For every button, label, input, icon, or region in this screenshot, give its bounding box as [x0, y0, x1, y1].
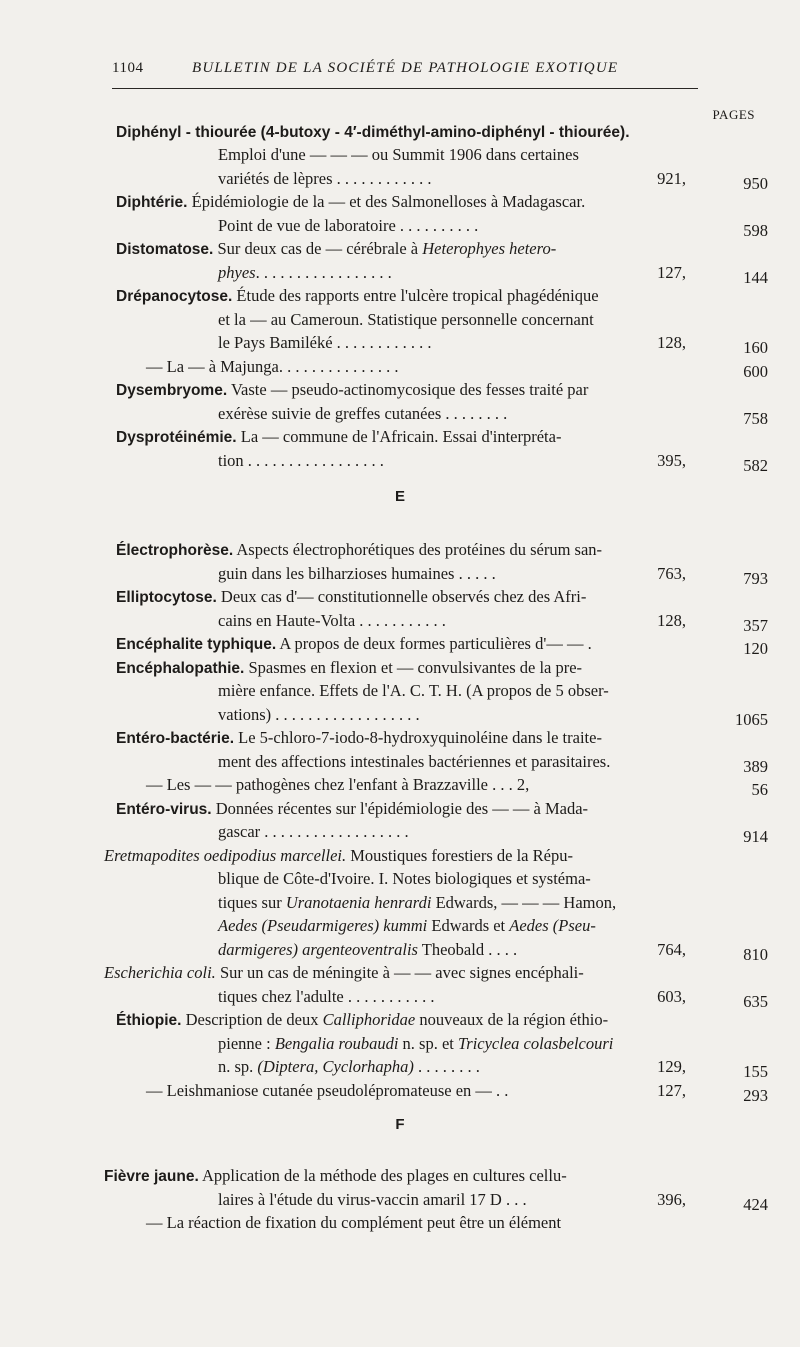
index-line-text: [218, 750, 610, 774]
entry-heading: Éthiopie.: [116, 1012, 182, 1029]
entry-text: tiques sur: [218, 893, 286, 912]
index-line: [0, 402, 800, 426]
index-line: [0, 308, 800, 332]
page-ref-first: 128,: [657, 611, 686, 630]
entry-text: — Leishmaniose cutanée pseudolépromateuse en — . .: [146, 1081, 509, 1100]
index-line-text: [218, 867, 591, 891]
index-line-text: [218, 402, 507, 426]
index-line-text: [218, 820, 409, 844]
page-ref-first: 603,: [657, 987, 686, 1006]
index-line: [0, 167, 800, 191]
entry-text: Moustiques forestiers de la Répu-: [346, 846, 573, 865]
italic-term: Calliphoridae: [322, 1010, 416, 1029]
section-letter-e: E: [394, 488, 405, 505]
index-line: [0, 214, 800, 238]
index-line-text: [218, 938, 517, 962]
italic-term: (Diptera, Cyclorhapha): [257, 1057, 414, 1076]
index-line: [0, 1164, 800, 1188]
entry-text: Sur deux cas de — cérébrale à: [213, 239, 423, 258]
entry-text: Aspects électrophorétiques des protéines du sérum san-: [233, 540, 603, 559]
index-line-text: [218, 914, 596, 938]
entry-heading: Entéro-bactérie.: [116, 730, 235, 747]
index-line: [0, 355, 800, 379]
entry-text: . . . . . . . .: [413, 1057, 480, 1076]
italic-term: darmigeres) argenteoventralis: [218, 940, 418, 959]
index-line: [0, 1079, 800, 1103]
entry-text: A propos de deux formes particulières d'— — .: [276, 634, 592, 653]
index-line-text: [218, 1188, 527, 1212]
index-line-text: [104, 844, 573, 868]
entry-text: tiques chez l'adulte . . . . . . . . . . .: [218, 987, 435, 1006]
index-line: [0, 1008, 800, 1032]
index-line: [0, 632, 800, 656]
page-ref: 950: [743, 174, 768, 193]
page-ref: 793: [743, 569, 768, 588]
entry-text: ment des affections intestinales bactériennes et parasitaires.: [218, 752, 611, 771]
index-line-text: [218, 562, 496, 586]
italic-term: phyes: [218, 263, 256, 282]
index-line: [0, 773, 800, 797]
entry-text: tion . . . . . . . . . . . . . . . . .: [218, 451, 384, 470]
header-rule: [112, 88, 698, 89]
index-line-text: [218, 985, 435, 1009]
index-line-text: [218, 167, 432, 191]
page-ref: 357: [743, 616, 768, 635]
entry-heading: Elliptocytose.: [116, 589, 217, 606]
entry-text: le Pays Bamiléké . . . . . . . . . . . .: [218, 333, 432, 352]
page-ref: 600: [743, 362, 768, 381]
page-ref: 155: [743, 1062, 768, 1081]
index-line-text: [116, 726, 602, 751]
page-ref: 582: [743, 456, 768, 475]
italic-term: Uranotaenia henrardi: [285, 893, 432, 912]
index-line-text: [116, 632, 592, 657]
entry-text: vations) . . . . . . . . . . . . . . . . . .: [218, 705, 420, 724]
index-line-text: [218, 308, 594, 332]
page-ref: 160: [743, 338, 768, 357]
entry-text: Données récentes sur l'épidémiologie des — — à Mada-: [211, 799, 589, 818]
entry-text: Épidémiologie de la — et des Salmonelloses à Madagascar.: [187, 192, 586, 211]
index-line-text: [116, 538, 602, 563]
index-line-text: [146, 355, 399, 379]
index-line: [0, 1032, 800, 1056]
entry-heading: Électrophorèse.: [116, 542, 234, 559]
entry-text: Point de vue de laboratoire . . . . . . . . . .: [218, 216, 479, 235]
entry-text: variétés de lèpres . . . . . . . . . . . .: [218, 169, 432, 188]
entry-text: . . . . . . . . . . . . . . . . .: [255, 263, 392, 282]
index-line: [0, 609, 800, 633]
index-line: [0, 378, 800, 402]
page-ref: 293: [743, 1086, 768, 1105]
entry-text: Application de la méthode des plages en cultures cellu-: [198, 1166, 567, 1185]
entry-text: nouveaux de la région éthio-: [415, 1010, 609, 1029]
journal-title: BULLETIN DE LA SOCIÉTÉ DE PATHOLOGIE EXOTIQUE: [192, 60, 619, 76]
index-line: [0, 425, 800, 449]
index-line: [0, 261, 800, 285]
page-ref-first: 129,: [657, 1057, 686, 1076]
entry-text: La — commune de l'Africain. Essai d'interpréta-: [236, 427, 562, 446]
entry-heading: Distomatose.: [116, 241, 214, 258]
pages-column-label: PAGES: [712, 107, 755, 122]
page-ref: 914: [743, 827, 768, 846]
page-ref: 424: [743, 1195, 768, 1214]
entry-heading: Drépanocytose.: [116, 288, 233, 305]
index-line-text: [218, 1032, 613, 1056]
page-ref: 635: [743, 992, 768, 1011]
index-line-text: [116, 237, 556, 262]
page-ref: 758: [743, 409, 768, 428]
entry-text: cains en Haute-Volta . . . . . . . . . . .: [218, 611, 446, 630]
index-line-text: [116, 378, 588, 403]
entry-text: gascar . . . . . . . . . . . . . . . . . .: [218, 822, 409, 841]
index-line: [0, 750, 800, 774]
index-line: [0, 284, 800, 308]
italic-term: Bengalia roubaudi: [274, 1034, 399, 1053]
index-line: [0, 656, 800, 680]
index-line: [0, 331, 800, 355]
entry-text: Spasmes en flexion et — convulsivantes de la pre-: [244, 658, 583, 677]
entry-text: Theobald . . . .: [417, 940, 518, 959]
entry-text: Edwards et: [427, 916, 510, 935]
entry-text: laires à l'étude du virus-vaccin amaril 17 D . . .: [218, 1190, 527, 1209]
entry-heading: Dysembryome.: [116, 382, 228, 399]
entry-text: guin dans les bilharzioses humaines . . . . .: [218, 564, 496, 583]
entry-heading: Fièvre jaune.: [104, 1168, 199, 1185]
page-ref-first: 396,: [657, 1190, 686, 1209]
index-line: [0, 914, 800, 938]
page-ref-first: 127,: [657, 263, 686, 282]
index-line: [0, 820, 800, 844]
italic-term: Escherichia coli.: [104, 963, 216, 982]
entry-text: n. sp. et: [398, 1034, 459, 1053]
entry-heading: Diphényl - thiourée (4-butoxy - 4′-diméthyl-amino-diphényl - thiourée).: [116, 124, 630, 141]
entry-heading: Entéro-virus.: [116, 801, 212, 818]
entry-text: exérèse suivie de greffes cutanées . . . . . . . .: [218, 404, 508, 423]
entry-text: Le 5-chloro-7-iodo-8-hydroxyquinoléine dans le traite-: [234, 728, 602, 747]
index-line: [0, 938, 800, 962]
index-line: [0, 143, 800, 167]
entry-text: — La — à Majunga. . . . . . . . . . . . . . .: [146, 357, 399, 376]
page-ref-first: 763,: [657, 564, 686, 583]
entry-text: Étude des rapports entre l'ulcère tropical phagédénique: [232, 286, 599, 305]
index-line-text: [218, 261, 392, 285]
index-line-text: [218, 891, 616, 915]
index-line-text: [146, 773, 529, 797]
entry-text: mière enfance. Effets de l'A. C. T. H. (A propos de 5 obser-: [218, 681, 609, 700]
entry-text: Deux cas d'— constitutionnelle observés chez des Afri-: [216, 587, 587, 606]
index-line: [0, 237, 800, 261]
italic-term: Aedes (Pseu-: [509, 916, 596, 935]
italic-term: Heterophyes hetero-: [422, 239, 557, 258]
page-ref: 598: [743, 221, 768, 240]
index-line-text: [116, 656, 582, 681]
page-ref: 1065: [735, 710, 768, 729]
entry-text: — Les — — pathogènes chez l'enfant à Brazzaville . . . 2,: [146, 775, 530, 794]
entry-text: Emploi d'une — — — ou Summit 1906 dans certaines: [218, 145, 579, 164]
index-line: [0, 985, 800, 1009]
entry-heading: Encéphalite typhique.: [116, 636, 277, 653]
index-line-text: [116, 190, 585, 215]
index-line: [0, 797, 800, 821]
index-line: [0, 1055, 800, 1079]
index-line: [0, 726, 800, 750]
page-ref-first: 395,: [657, 451, 686, 470]
index-line-text: [218, 609, 446, 633]
index-line-text: [116, 425, 561, 450]
index-line: [0, 449, 800, 473]
index-line: [0, 585, 800, 609]
index-line: [0, 120, 800, 144]
index-line-text: [116, 1008, 608, 1033]
entry-heading: Encéphalopathie.: [116, 660, 245, 677]
index-line: [0, 867, 800, 891]
section-letter-f: F: [395, 1116, 405, 1133]
index-line-text: [218, 449, 384, 473]
index-line: [0, 891, 800, 915]
italic-term: Eretmapodites oedipodius marcellei.: [104, 846, 347, 865]
page-ref: 810: [743, 945, 768, 964]
index-line: [0, 679, 800, 703]
page-ref-first: 127,: [657, 1081, 686, 1100]
italic-term: Tricyclea colasbelcouri: [458, 1034, 614, 1053]
index-line-text: [116, 797, 588, 822]
index-line: [0, 844, 800, 868]
index-line-text: [146, 1211, 561, 1235]
index-line: [0, 562, 800, 586]
entry-heading: Diphtérie.: [116, 194, 188, 211]
page-number: 1104: [112, 60, 144, 76]
entry-text: Edwards, — — — Hamon,: [431, 893, 617, 912]
entry-text: Vaste — pseudo-actinomycosique des fesses traité par: [227, 380, 589, 399]
entry-text: n. sp.: [218, 1057, 258, 1076]
index-line-text: [146, 1079, 508, 1103]
index-line-text: [104, 961, 584, 985]
index-line-text: [116, 585, 586, 610]
page-ref: 56: [751, 780, 768, 799]
entry-text: — La réaction de fixation du complément peut être un élément: [146, 1213, 562, 1232]
italic-term: Aedes (Pseudarmigeres) kummi: [218, 916, 428, 935]
index-line-text: [218, 143, 579, 167]
page-ref-first: 128,: [657, 333, 686, 352]
index-line-text: [116, 284, 599, 309]
page-ref: 120: [743, 639, 768, 658]
page-ref-first: 921,: [657, 169, 686, 188]
index-line: [0, 1188, 800, 1212]
entry-heading: Dysprotéinémie.: [116, 429, 237, 446]
entry-text: Sur un cas de méningite à — — avec signes encéphali-: [215, 963, 584, 982]
page-ref: 144: [743, 268, 768, 287]
entry-text: pienne :: [218, 1034, 275, 1053]
index-line-text: [218, 679, 609, 703]
index-line-text: [218, 214, 478, 238]
entry-text: et la — au Cameroun. Statistique personnelle concernant: [218, 310, 594, 329]
page-ref: 389: [743, 757, 768, 776]
index-line: [0, 703, 800, 727]
index-line: [0, 961, 800, 985]
entry-text: blique de Côte-d'Ivoire. I. Notes biologiques et systéma-: [218, 869, 591, 888]
index-line-text: [218, 331, 432, 355]
index-line-text: [218, 1055, 480, 1079]
index-line: [0, 1211, 800, 1235]
index-line-text: [104, 1164, 567, 1189]
page-ref-first: 764,: [657, 940, 686, 959]
index-line: [0, 538, 800, 562]
index-line-text: [116, 120, 630, 145]
index-line-text: [218, 703, 420, 727]
index-line: [0, 190, 800, 214]
entry-text: Description de deux: [181, 1010, 323, 1029]
